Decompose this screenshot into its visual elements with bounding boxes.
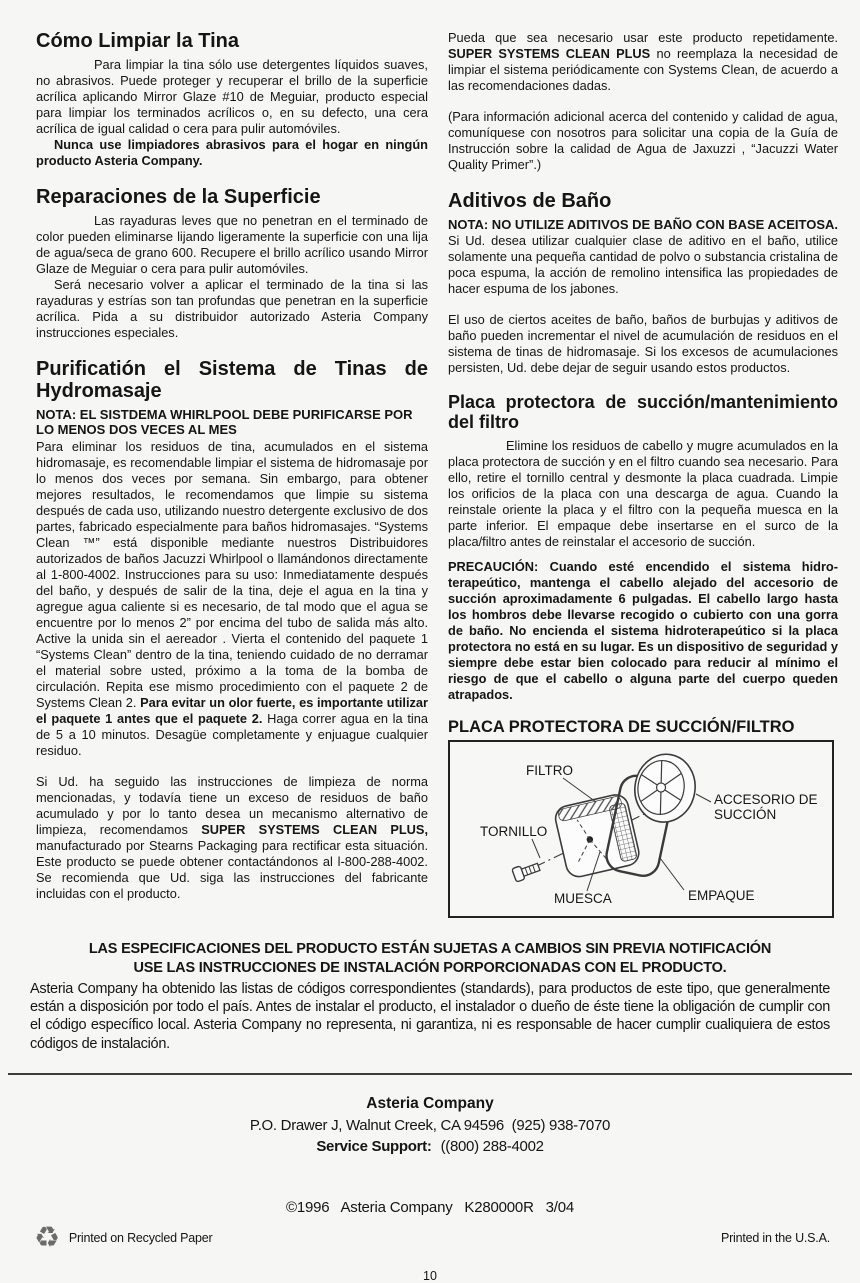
service-support-number: ((800) 288-4002: [440, 1137, 544, 1155]
text-run: Para eliminar los residuos de tina, acumulados en el sistema hidromasaje, es recomendable limpiar el sistema de hidromasaje por lo menos dos veces por semana. Sin embargo, para obtener mejores resultados, le recomendamos que limpie su sistema después de cada uso, utilizando nuestro detergente exclusivo de dos partes, fabricado especialmente para baños hidromasajes. “Systems Clean ™” está disponible mediante nuestros Distribuidores autorizados de baños Jacuzzi Whirlpool o llamándonos directamente al 1-800-4002. Instrucciones para su uso: Inmediatamente después del baño, y después de salir de la tina, deje el agua en la tina y agregue agua caliente si es necesario, de tal modo que el agua se encuentre por lo menos 2” por encima del tubo de salida más alto. Active la unida sin el aereador . Vierta el contenido del paquete 1 “Systems Clean” dentro de la tina, teniendo cuidado de no derramar el material sobre usted, próximo a la toma de la bomba de circulación. Repita ese mismo procedimiento con el paquete 2 de Systems Clean 2.: [36, 438, 428, 710]
section-title-placa-protectora: Placa protectora de succión/mantenimiento del filtro: [448, 392, 838, 433]
specifications-notice: [0, 940, 860, 1053]
printed-usa-label: Printed in the U.S.A.: [720, 1231, 830, 1246]
filter-plate-graphic: [553, 792, 641, 879]
label-accesorio-line1: ACCESORIO DE: [714, 791, 818, 807]
diagram-title: PLACA PROTECTORA DE SUCCIÓN/FILTRO: [448, 717, 795, 736]
nota-aditivos: NOTA: NO UTILIZE ADITIVOS DE BAÑO CON BASE ACEITOSA.: [448, 216, 839, 232]
notice-bold-line-2: USE LAS INSTRUCCIONES DE INSTALACIÓN PORPORCIONADAS CON EL PRODUCTO.: [133, 960, 727, 977]
nota-purificacion: NOTA: EL SISTDEMA WHIRLPOOL DEBE PURIFICARSE POR LO MENOS DOS VECES AL MES: [36, 406, 413, 438]
suction-plate-diagram-box: [448, 740, 834, 918]
text-run: Haga correr agua en la tina de 5 a 10 minutos. Desagüe completamente y enjuague cualquier residuo.: [36, 710, 428, 758]
paragraph-reparaciones-2: Será necesario volver a aplicar el terminado de la tina si las rayaduras y estrías son tan profundas que penetran en la superficie acrílica. Pida a su distribuidor autorizado Asteria Company instrucciones especiales.: [36, 276, 428, 340]
section-title-como-limpiar-la-tina: Cómo Limpiar la Tina: [36, 30, 239, 52]
paragraph-limpiar-warning: Nunca use limpiadores abrasivos para el hogar en ningún producto Asteria Company.: [36, 136, 428, 168]
bold-run: SUPER SYSTEMS CLEAN PLUS,: [201, 821, 428, 837]
company-name: Asteria Company: [366, 1094, 494, 1112]
suction-fitting-graphic: [630, 749, 701, 826]
section-title-purificacion: Purificatión el Sistema de Tinas de Hydromasaje: [36, 357, 428, 402]
text-run: Si Ud. ha seguido las instrucciones de limpieza de norma mencionadas, y todavía tiene un exceso de residuos de baño acumulado y por lo tanto desea un mecanismo alternativo de limpieza, recomendamos: [36, 773, 428, 837]
paragraph-super-systems-right: [448, 30, 838, 94]
text-run: manufacturado por Stearns Packaging para rectificar esta situación. Este producto se puede obtener contactándonos al l-800-288-4002. Se recomienda que Ud. siga las instrucciones del fabricante incluidas con el producto.: [36, 837, 428, 901]
paragraph-water-quality: (Para información adicional acerca del contenido y calidad de agua, comuníquese con nosotros para solicitar una copia de la Guía de Instrucción sobre la calidad de Agua de Jaxuzzi , “Jacuzzi Water Quality Primer”.): [448, 108, 838, 172]
printed-row: [0, 1221, 860, 1254]
suction-plate-diagram: [450, 742, 832, 916]
service-support-line: [0, 1138, 860, 1155]
recycled-paper-note: [34, 1221, 213, 1254]
left-column: [36, 30, 428, 918]
recycle-icon: ♻: [34, 1221, 60, 1254]
page-footer: [0, 1095, 860, 1283]
section-title-reparaciones: Reparaciones de la Superficie: [36, 185, 321, 208]
notice-bold-line-1: LAS ESPECIFICACIONES DEL PRODUCTO ESTÁN SUJETAS A CAMBIOS SIN PREVIA NOTIFICACIÓN: [88, 940, 772, 957]
recycled-paper-label: Printed on Recycled Paper: [68, 1231, 213, 1246]
copyright-line: ©1996 Asteria Company K280000R 3/04: [285, 1198, 575, 1216]
paragraph-purificacion-1: [36, 439, 428, 759]
text-run: no reemplaza la necesidad de limpiar el sistema periódicamente con Systems Clean, de acuerdo a las recomendaciones dadas.: [448, 45, 839, 93]
paragraph-aditivos-2: El uso de ciertos aceites de baño, baños de burbujas y aditivos de baño pueden incrementar el nivel de acumulación de residuos en el sistema de tinas de hidromasaje. Si los excesos de acumulaciones persisten, Ud. debe dejar de seguir usando estos productos.: [448, 312, 838, 376]
text-run: Pueda que sea necesario usar este producto repetidamente.: [448, 30, 838, 45]
paragraph-limpiar-1: Para limpiar la tina sólo use detergentes líquidos suaves, no abrasivos. Puede proteger y recuperar el brillo de la superficie acrílica aplicando Mirror Glaze #10 de Meguiar, producto especial para limpiar los terminados acrílicos o, en su defecto, una cera acrílica de igual calidad o cera para pulir automóviles.: [36, 57, 428, 136]
right-column: [448, 30, 838, 918]
paragraph-super-systems-left: [36, 774, 428, 902]
page-number: 10: [423, 1268, 437, 1283]
label-empaque: EMPAQUE: [688, 887, 755, 903]
footer-divider: [8, 1073, 852, 1075]
label-muesca: MUESCA: [554, 890, 612, 906]
section-title-aditivos: Aditivos de Baño: [448, 189, 612, 212]
service-support-label: Service Support:: [316, 1137, 432, 1155]
paragraph-precaucion: PRECAUCIÓN: Cuando esté encendido el sistema hidro-terapeútico, mantenga el cabello alejado del accesorio de succión aproximadamente 6 pulgadas. El cabello largo hasta los hombros debe llevarse recogido o cubierto con una gorra de baño. No encienda el sistema hidroterapeútico si la placa protectora no está en su lugar. Es un dispositivo de seguridad y siempre debe estar bien colocado para reducir al mínimo el riesgo de que el cabello o alguna parte del cuerpo queden atrapados.: [448, 558, 838, 702]
notice-paragraph: Asteria Company ha obtenido las listas de códigos correspondientes (standards), para productos de este tipo, que generalmente están a disposición por todo el país. Antes de instalar el producto, el instalador o dueño de éste tiene la obligación de cumplir con el código específico local. Asteria Company no representa, ni garantiza, ni es responsable de hacer cumplir cualiquiera de estos códigos de instalación.: [30, 980, 830, 1052]
company-address: P.O. Drawer J, Walnut Creek, CA 94596 (925) 938-7070: [249, 1116, 611, 1134]
bold-run: SUPER SYSTEMS CLEAN PLUS: [448, 45, 651, 61]
screw-graphic: [512, 860, 541, 882]
bold-run: Para evitar un olor fuerte, es importante utilizar el paquete 1 antes que el paquete 2.: [36, 694, 429, 726]
paragraph-reparaciones-1: Las rayaduras leves que no penetran en el terminado de color pueden eliminarse lijando ligeramente la superficie con una lija de agua/seca de grano 600. Recupere el brillo acrílico usando Mirror Glaze de Meguiar o cera para pulir automóviles.: [36, 212, 428, 276]
label-tornillo: TORNILLO: [480, 823, 548, 839]
label-accesorio-line2: SUCCIÓN: [714, 806, 777, 822]
label-filtro: FILTRO: [526, 762, 573, 778]
paragraph-aditivos-1: Si Ud. desea utilizar cualquier clase de aditivo en el baño, utilice solamente una pequeña cantidad de polvo o substancia cristalina de poca espuma, la acción de remolino intensifica las propiedades de hacer espuma de los jabones.: [448, 233, 838, 297]
paragraph-placa-1: Elimine los residuos de cabello y mugre acumulados en la placa protectora de succión y en el filtro cuando sea necesario. Para ello, retire el tornillo central y desmonte la placa cuadrada. Limpie los orificios de la placa con una descarga de agua. Cuando la reinstale oriente la placa y el filtro con la pequeña muesca en la parte inferior. El empaque debe insertarse en el surco de la placa/filtro antes de reinstalar el accesorio de succión.: [448, 437, 838, 549]
